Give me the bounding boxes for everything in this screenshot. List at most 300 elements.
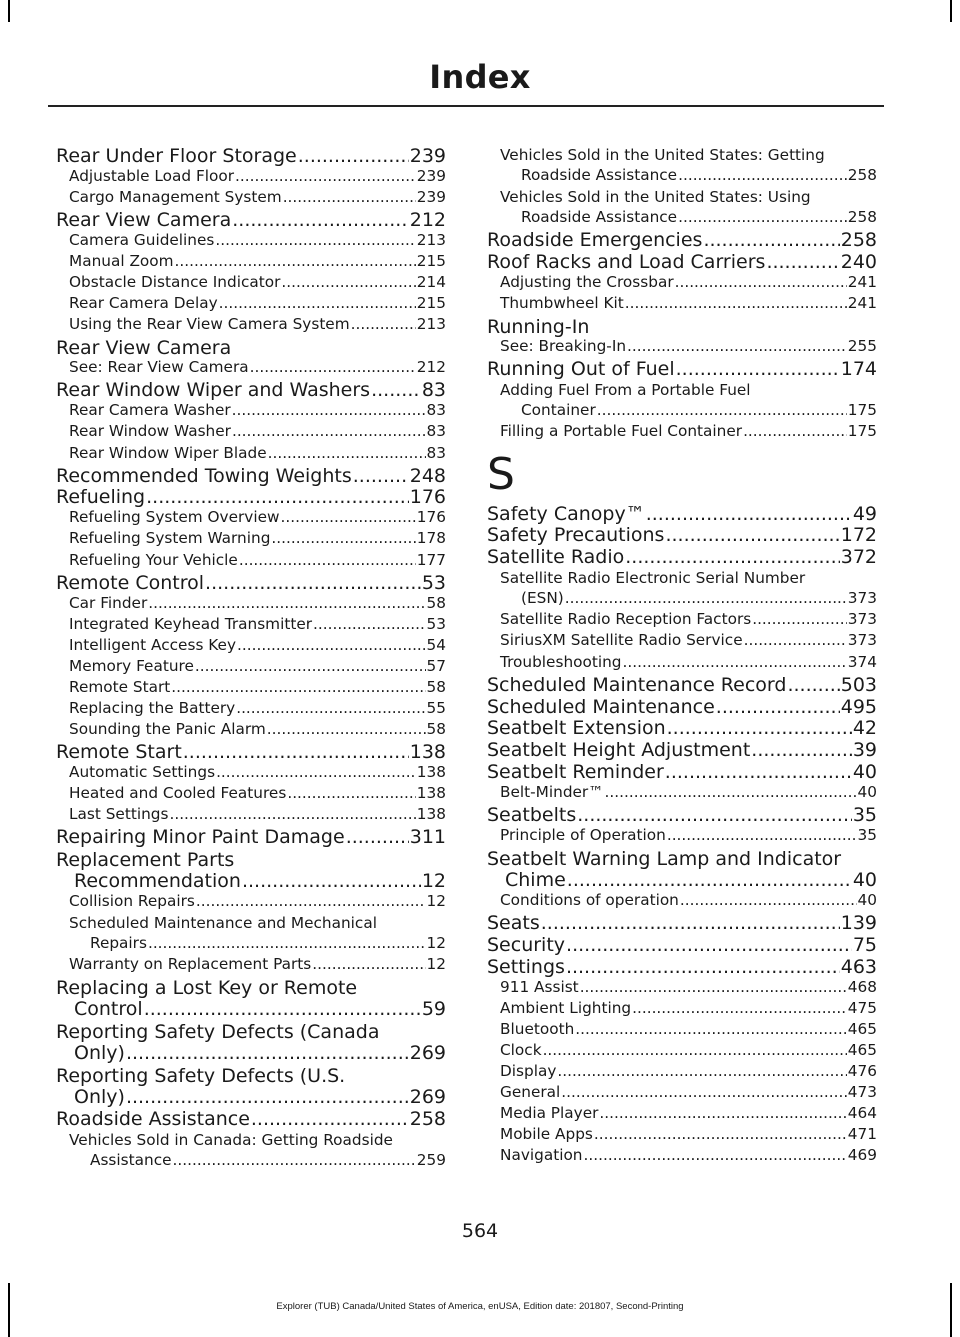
page-ref: 465: [847, 1041, 877, 1059]
page-number: 564: [461, 1220, 499, 1242]
page-ref: 373: [847, 610, 877, 629]
entry-title: Cargo Management System: [69, 187, 282, 206]
dot-leader: [566, 957, 840, 978]
entry-title: Sounding the Panic Alarm: [69, 720, 266, 739]
dot-leader: [242, 871, 421, 892]
entry-title: Belt-Minder™: [500, 783, 604, 802]
page-ref: 468: [847, 977, 877, 996]
page-ref: 176: [416, 508, 446, 527]
index-entry: [487, 252, 877, 274]
page-ref: 59: [421, 998, 446, 1021]
index-entry: Running-In: [487, 316, 590, 339]
page-ref: 58: [426, 593, 446, 612]
index-subentry: [487, 827, 877, 848]
index-subentry: [487, 1021, 877, 1042]
entry-title: Mobile Apps: [500, 1125, 593, 1144]
index-subentry: [487, 1000, 877, 1021]
entry-title: Intelligent Access Key: [69, 635, 237, 654]
dot-leader: [298, 146, 409, 167]
page-ref: 213: [416, 315, 446, 334]
index-subentry: [487, 784, 877, 805]
dot-leader: [627, 338, 847, 355]
page-ref: 42: [852, 717, 877, 740]
entry-title: 911 Assist: [500, 977, 579, 996]
page-ref: 12: [426, 955, 446, 974]
entry-title: Recommended Towing Weights: [56, 464, 352, 487]
index-subentry-continued: [487, 167, 877, 188]
dot-leader: [543, 1042, 847, 1059]
page-ref: 259: [416, 1150, 446, 1169]
index-subentry: [56, 595, 446, 616]
dot-leader: [676, 359, 840, 380]
index-entry: [56, 380, 446, 402]
entry-title: Assistance: [90, 1150, 172, 1169]
dot-leader: [173, 1152, 416, 1169]
dot-leader: [268, 445, 426, 462]
dot-leader: [680, 892, 857, 909]
page-ref: 503: [840, 673, 877, 696]
entry-title: Roof Racks and Load Carriers: [487, 251, 766, 274]
index-entry: [487, 957, 877, 979]
index-subentry: [56, 785, 446, 806]
dot-leader: [195, 658, 426, 675]
entry-title: Obstacle Distance Indicator: [69, 273, 281, 292]
entry-title: Principle of Operation: [500, 826, 666, 845]
index-subentry: [56, 423, 446, 444]
page-ref: 241: [847, 294, 877, 313]
page-ref: 83: [426, 443, 446, 462]
page-ref: 373: [847, 589, 877, 608]
dot-leader: [126, 1087, 409, 1108]
page-ref: 12: [426, 934, 446, 953]
page-ref: 495: [840, 695, 877, 718]
entry-title: Roadside Emergencies: [487, 229, 703, 252]
page-ref: 215: [416, 294, 446, 313]
index-subentry-continued: [487, 590, 877, 611]
dot-leader: [625, 295, 847, 312]
page-ref: 12: [421, 870, 446, 893]
page-ref: 138: [409, 741, 446, 764]
entry-title: Media Player: [500, 1104, 599, 1123]
index-subentry: [487, 1042, 877, 1063]
entry-title: Integrated Keyhead Transmitter: [69, 614, 313, 633]
edition-footer: Explorer (TUB) Canada/United States of America, enUSA, Edition date: 201807, Second-Printing: [276, 1301, 684, 1312]
index-subentry: [487, 1063, 877, 1084]
dot-leader: [580, 979, 847, 996]
entry-title: Rear Window Wiper and Washers: [56, 379, 371, 402]
index-subentry: [56, 168, 446, 189]
dot-leader: [597, 402, 847, 419]
page-ref: 248: [409, 464, 446, 487]
dot-leader: [371, 380, 421, 401]
entry-title: Bluetooth: [500, 1019, 575, 1038]
index-entry: Seatbelt Warning Lamp and Indicator: [487, 848, 842, 871]
dot-leader: [169, 806, 415, 823]
entry-title: Navigation: [500, 1146, 583, 1165]
index-entry: Replacement Parts: [56, 849, 235, 872]
index-subentry: Adding Fuel From a Portable Fuel: [500, 381, 751, 400]
page-ref: 53: [421, 571, 446, 594]
index-entry: [487, 504, 877, 526]
page-ref: 269: [409, 1042, 446, 1065]
dot-leader: [351, 316, 416, 333]
index-entry: [487, 805, 877, 827]
dot-leader: [235, 168, 416, 185]
entry-title: Troubleshooting: [500, 652, 622, 671]
page-ref: 476: [847, 1062, 877, 1081]
dot-leader: [744, 632, 847, 649]
index-subentry: [56, 509, 446, 530]
index-entry-continued: [56, 1043, 446, 1065]
dot-leader: [219, 295, 416, 312]
dot-leader: [565, 590, 847, 607]
page-ref: 54: [426, 635, 446, 654]
entry-title: Remote Control: [56, 571, 205, 594]
dot-leader: [283, 189, 416, 206]
index-subentry: [56, 658, 446, 679]
page-ref: 240: [840, 251, 877, 274]
page-ref: 40: [857, 890, 877, 909]
entry-title: See: Breaking-In: [500, 337, 627, 356]
dot-leader: [313, 616, 426, 633]
index-entry: [487, 359, 877, 381]
index-entry-continued: [56, 1087, 446, 1109]
dot-leader: [751, 740, 852, 761]
index-subentry: [56, 530, 446, 551]
page-ref: 269: [409, 1085, 446, 1108]
index-entry-continued: [56, 999, 446, 1021]
entry-title: Refueling System Overview: [69, 508, 280, 527]
dot-leader: [561, 1084, 847, 1101]
page-ref: 178: [416, 529, 446, 548]
index-entry: [487, 525, 877, 547]
entry-title: Seatbelt Extension: [487, 717, 666, 740]
dot-leader: [353, 466, 409, 487]
dot-leader: [566, 935, 852, 956]
entry-title: Refueling: [56, 486, 146, 509]
page-ref: 465: [847, 1019, 877, 1038]
page-ref: 255: [847, 337, 877, 356]
dot-leader: [287, 785, 415, 802]
dot-leader: [237, 637, 426, 654]
entry-title: Rear Camera Delay: [69, 294, 218, 313]
index-subentry: Vehicles Sold in Canada: Getting Roadside: [69, 1130, 393, 1149]
page-ref: 172: [840, 524, 877, 547]
entry-title: Memory Feature: [69, 656, 194, 675]
entry-title: Satellite Radio: [487, 546, 625, 569]
index-entry: [56, 146, 446, 168]
index-entry-continued: [56, 871, 446, 893]
dot-leader: [703, 230, 839, 251]
entry-title: Car Finder: [69, 593, 148, 612]
page-ref: 239: [416, 187, 446, 206]
entry-title: Seatbelts: [487, 804, 577, 827]
page-ref: 174: [840, 358, 877, 381]
index-subentry-continued: [56, 1152, 446, 1173]
index-subentry: Vehicles Sold in the United States: Using: [500, 188, 811, 207]
entry-title: Recommendation: [74, 870, 241, 893]
entry-title: Seatbelt Height Adjustment: [487, 739, 751, 762]
dot-leader: [126, 1043, 409, 1064]
dot-leader: [625, 547, 839, 568]
dot-leader: [171, 679, 425, 696]
dot-leader: [599, 1105, 846, 1122]
entry-title: General: [500, 1083, 561, 1102]
entry-title: (ESN): [521, 589, 564, 608]
dot-leader: [752, 611, 847, 628]
index-subentry: Satellite Radio Electronic Serial Number: [500, 569, 806, 588]
page-ref: 177: [416, 550, 446, 569]
dot-leader: [667, 718, 852, 739]
index-subentry: [56, 616, 446, 637]
index-entry: [56, 466, 446, 488]
page-ref: 138: [416, 805, 446, 824]
index-entry: [487, 762, 877, 784]
entry-title: Collision Repairs: [69, 892, 195, 911]
page-ref: 374: [847, 652, 877, 671]
dot-leader: [575, 1021, 847, 1038]
index-entry: [487, 740, 877, 762]
index-subentry: [56, 316, 446, 337]
entry-title: Rear Window Washer: [69, 422, 231, 441]
page-ref: 258: [847, 208, 877, 227]
entry-title: Filling a Portable Fuel Container: [500, 422, 743, 441]
dot-leader: [678, 167, 847, 184]
index-entry: [487, 718, 877, 740]
section-letter: S: [487, 448, 515, 500]
page-ref: 239: [416, 166, 446, 185]
index-subentry: [487, 338, 877, 359]
page-ref: 469: [847, 1146, 877, 1165]
index-entry: [56, 573, 446, 595]
index-entry: [487, 675, 877, 697]
dot-leader: [196, 893, 426, 910]
index-subentry: [56, 274, 446, 295]
page-ref: 373: [847, 631, 877, 650]
index-subentry: Scheduled Maintenance and Mechanical: [69, 914, 377, 933]
dot-leader: [594, 1126, 847, 1143]
index-subentry: [56, 232, 446, 253]
dot-leader: [251, 1109, 409, 1130]
dot-leader: [577, 805, 852, 826]
entry-title: Replacing the Battery: [69, 699, 236, 718]
page-title: Index: [429, 58, 531, 96]
entry-title: Display: [500, 1062, 557, 1081]
page-ref: 53: [426, 614, 446, 633]
dot-leader: [632, 1000, 847, 1017]
index-subentry: [56, 445, 446, 466]
dot-leader: [665, 525, 839, 546]
entry-title: Last Settings: [69, 805, 169, 824]
dot-leader: [312, 956, 425, 973]
entry-title: Heated and Cooled Features: [69, 784, 287, 803]
index-subentry: [56, 764, 446, 785]
page-ref: 75: [852, 933, 877, 956]
dot-leader: [605, 784, 857, 801]
dot-leader: [667, 827, 857, 844]
page-ref: 241: [847, 273, 877, 292]
index-subentry: [487, 892, 877, 913]
entry-title: Satellite Radio Reception Factors: [500, 610, 752, 629]
index-subentry: [487, 611, 877, 632]
entry-title: Roadside Assistance: [521, 166, 678, 185]
entry-title: Safety Precautions: [487, 524, 665, 547]
index-subentry: [56, 253, 446, 274]
index-entry: [56, 1109, 446, 1131]
index-subentry-continued: [56, 935, 446, 956]
index-entry: [56, 827, 446, 849]
dot-leader: [250, 359, 416, 376]
index-subentry: [487, 295, 877, 316]
index-subentry: [487, 274, 877, 295]
entry-title: Safety Canopy™: [487, 502, 645, 525]
page-ref: 473: [847, 1083, 877, 1102]
entry-title: Refueling Your Vehicle: [69, 550, 238, 569]
entry-title: Clock: [500, 1041, 542, 1059]
entry-title: Only): [74, 1042, 125, 1065]
index-entry: Replacing a Lost Key or Remote: [56, 977, 358, 1000]
entry-title: Rear Window Wiper Blade: [69, 443, 267, 462]
dot-leader: [646, 504, 852, 525]
index-subentry: [56, 637, 446, 658]
entry-title: Chime: [505, 869, 566, 892]
dot-leader: [623, 654, 847, 671]
dot-leader: [148, 595, 425, 612]
entry-title: Adjustable Load Floor: [69, 166, 235, 185]
index-subentry: [487, 1105, 877, 1126]
page-ref: 212: [416, 358, 446, 377]
page-ref: 57: [426, 656, 446, 675]
index-subentry: Vehicles Sold in the United States: Getting: [500, 146, 825, 164]
page-ref: 139: [840, 912, 877, 935]
index-subentry: [487, 979, 877, 1000]
dot-leader: [281, 509, 416, 526]
dot-leader: [675, 274, 847, 291]
index-entry: Rear View Camera: [56, 337, 232, 360]
index-subentry: [56, 189, 446, 210]
dot-leader: [567, 870, 852, 891]
entry-title: Only): [74, 1085, 125, 1108]
index-subentry: [56, 806, 446, 827]
entry-title: Rear Camera Washer: [69, 401, 231, 420]
index-subentry: [56, 359, 446, 380]
entry-title: Running Out of Fuel: [487, 358, 675, 381]
index-entry: [56, 487, 446, 509]
page-ref: 39: [852, 739, 877, 762]
entry-title: SiriusXM Satellite Radio Service: [500, 631, 743, 650]
entry-title: See: Rear View Camera: [69, 358, 249, 377]
index-entry: [56, 742, 446, 764]
entry-title: Roadside Assistance: [56, 1107, 250, 1130]
dot-leader: [678, 209, 847, 226]
entry-title: Rear View Camera: [56, 209, 232, 232]
entry-title: Scheduled Maintenance Record: [487, 673, 787, 696]
dot-leader: [216, 764, 416, 781]
dot-leader: [716, 697, 840, 718]
dot-leader: [557, 1063, 846, 1080]
dot-leader: [271, 530, 415, 547]
index-subentry: [56, 893, 446, 914]
page-ref: 35: [852, 804, 877, 827]
entry-title: Remote Start: [69, 677, 171, 696]
dot-leader: [215, 232, 415, 249]
dot-leader: [144, 999, 421, 1020]
index-subentry: [487, 423, 877, 444]
dot-leader: [183, 742, 409, 763]
entry-title: Roadside Assistance: [521, 208, 678, 227]
page-ref: 213: [416, 230, 446, 249]
entry-title: Repairs: [90, 934, 147, 953]
entry-title: Remote Start: [56, 741, 182, 764]
dot-leader: [766, 252, 839, 273]
index-subentry-continued: [487, 209, 877, 230]
entry-title: Rear Under Floor Storage: [56, 145, 297, 167]
dot-leader: [541, 913, 840, 934]
index-subentry: [56, 552, 446, 573]
page-ref: 372: [840, 546, 877, 569]
page-ref: 258: [840, 229, 877, 252]
index-subentry: [487, 1147, 877, 1168]
entry-title: Scheduled Maintenance: [487, 695, 715, 718]
dot-leader: [239, 552, 416, 569]
index-column-right: [487, 146, 877, 1169]
page-ref: 40: [852, 869, 877, 892]
index-subentry: [487, 632, 877, 653]
page-ref: 83: [426, 401, 446, 420]
entry-title: Automatic Settings: [69, 763, 216, 782]
entry-title: Container: [521, 401, 596, 420]
index-entry: [487, 697, 877, 719]
entry-title: Settings: [487, 955, 565, 978]
dot-leader: [787, 675, 839, 696]
dot-leader: [232, 423, 426, 440]
crop-mark-top-right-vertical: [950, 0, 952, 22]
dot-leader: [346, 827, 409, 848]
page-ref: 471: [847, 1125, 877, 1144]
entry-title: Seats: [487, 912, 540, 935]
page-ref: 40: [852, 761, 877, 784]
page-ref: 83: [421, 379, 446, 402]
dot-leader: [148, 935, 426, 952]
page-ref: 175: [847, 401, 877, 420]
dot-leader: [665, 762, 852, 783]
page-ref: 215: [416, 252, 446, 271]
page-ref: 35: [857, 826, 877, 845]
index-subentry-continued: [487, 402, 877, 423]
page-ref: 58: [426, 677, 446, 696]
page-ref: 311: [409, 826, 446, 849]
page-ref: 239: [409, 145, 446, 167]
dot-leader: [281, 274, 415, 291]
page-ref: 475: [847, 998, 877, 1017]
entry-title: Repairing Minor Paint Damage: [56, 826, 345, 849]
page-ref: 464: [847, 1104, 877, 1123]
entry-title: Warranty on Replacement Parts: [69, 955, 312, 974]
page-ref: 258: [409, 1107, 446, 1130]
entry-title: Camera Guidelines: [69, 230, 215, 249]
index-entry: Reporting Safety Defects (Canada: [56, 1021, 380, 1044]
page-ref: 138: [416, 784, 446, 803]
page-ref: 138: [416, 763, 446, 782]
index-entry: Reporting Safety Defects (U.S.: [56, 1064, 346, 1087]
page-ref: 49: [852, 502, 877, 525]
crop-mark-top-left-vertical: [8, 0, 10, 22]
page-ref: 55: [426, 699, 446, 718]
index-subentry: [56, 402, 446, 423]
dot-leader: [232, 210, 409, 231]
entry-title: Thumbwheel Kit: [500, 294, 624, 313]
entry-title: Manual Zoom: [69, 252, 174, 271]
